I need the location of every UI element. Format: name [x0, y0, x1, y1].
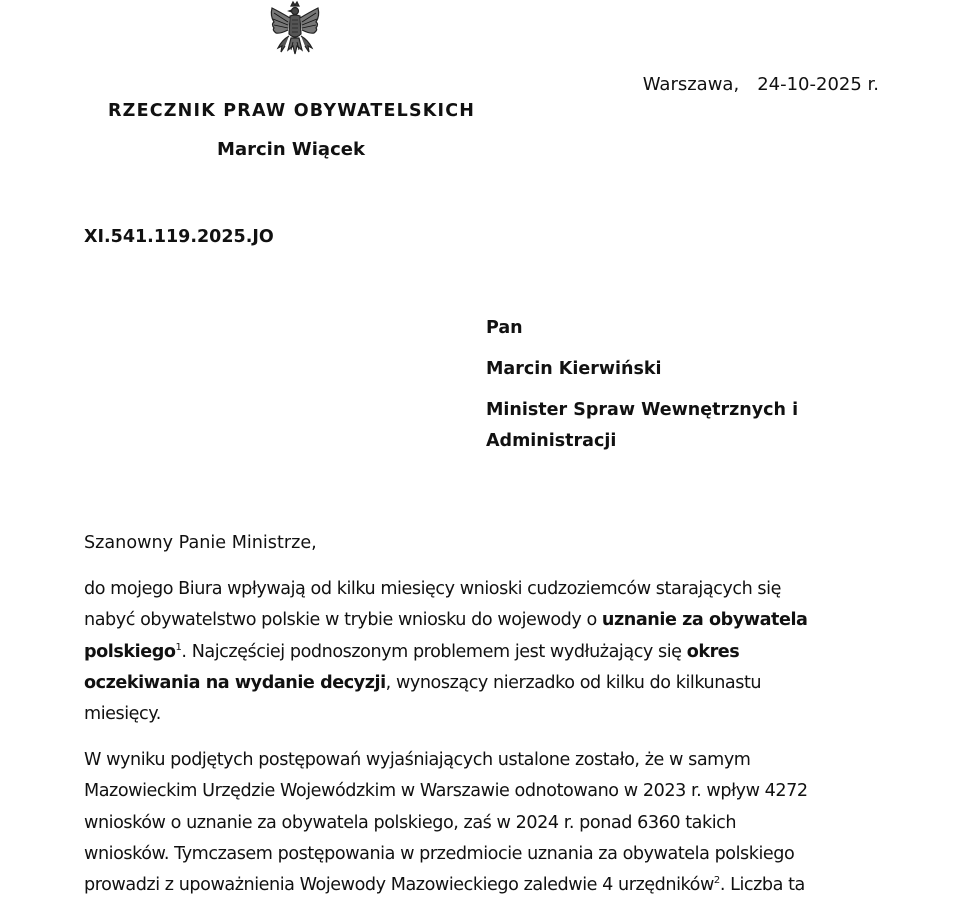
bold-run: uznanie za obywatela — [601, 610, 808, 631]
addressee-title-line2: Administracji — [486, 431, 617, 451]
paragraph-2 — [84, 745, 914, 901]
bold-run: oczekiwania na wydanie decyzji — [84, 672, 386, 693]
paragraph-2-line-5 — [84, 870, 914, 901]
paragraph-2-line-4: wniosków. Tymczasem postępowania w przedmiocie uznania za obywatela polskiego — [84, 843, 795, 864]
reference-number: XI.541.119.2025.JO — [84, 227, 274, 247]
text-run: nabyć obywatelstwo polskie w trybie wniosku do wojewody o — [84, 610, 602, 631]
addressee-name: Marcin Kierwiński — [486, 359, 662, 379]
place-and-date — [643, 74, 879, 95]
polish-eagle-emblem — [266, 0, 324, 64]
paragraph-2-line-3: wniosków o uznanie za obywatela polskiego, zaś w 2024 r. ponad 6360 takich — [84, 812, 737, 833]
date: 24-10-2025 r. — [757, 74, 879, 95]
ombudsman-name: Marcin Wiącek — [217, 139, 365, 160]
paragraph-1-line-5: miesięcy. — [84, 704, 161, 725]
addressee-block — [486, 313, 798, 457]
text-run: prowadzi z upoważnienia Wojewody Mazowieckiego zaledwie 4 urzędników — [84, 875, 714, 896]
place: Warszawa, — [642, 74, 740, 95]
footnote-ref-1[interactable]: 1 — [175, 641, 182, 653]
letter-body — [84, 528, 914, 916]
paragraph-2-line-2: Mazowieckim Urzędzie Wojewódzkim w Warszawie odnotowano w 2023 r. wpływ 4272 — [84, 781, 808, 802]
salutation-text: Szanowny Panie Ministrze, — [84, 533, 317, 553]
paragraph-1-line-4 — [84, 668, 914, 699]
addressee-salutation: Pan — [486, 318, 523, 338]
addressee-title-line1: Minister Spraw Wewnętrznych i — [486, 400, 799, 420]
text-run: . Najczęściej podnoszonym problemem jest wydłużający się — [181, 641, 687, 662]
bold-run: okres — [686, 641, 740, 662]
paragraph-1-line-2 — [84, 605, 914, 636]
institution-name: RZECZNIK PRAW OBYWATELSKICH — [108, 101, 476, 121]
paragraph-1 — [84, 574, 914, 730]
paragraph-2-line-1: W wyniku podjętych postępowań wyjaśniających ustalone zostało, że w samym — [84, 750, 751, 771]
bold-run: polskiego — [84, 641, 176, 662]
paragraph-1-line-3 — [84, 637, 914, 668]
text-run: . Liczba ta — [719, 875, 805, 896]
text-run: , wynoszący nierzadko od kilku do kilkunastu — [385, 672, 762, 693]
salutation — [84, 528, 914, 559]
footnote-ref-2[interactable]: 2 — [713, 875, 720, 887]
paragraph-1-line-1: do mojego Biura wpływają od kilku miesięcy wnioski cudzoziemców starających się — [84, 579, 781, 600]
